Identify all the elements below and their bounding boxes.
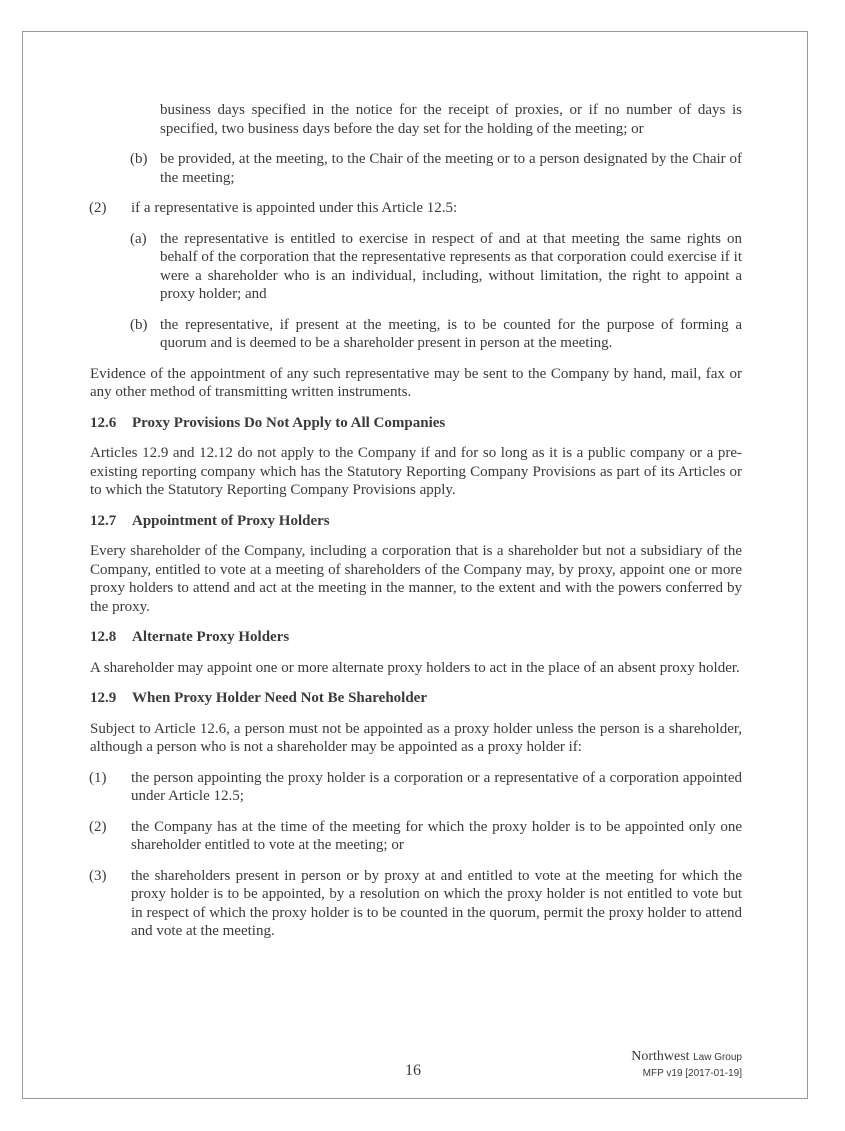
list-item-12-9-2 <box>89 818 742 855</box>
brand-main: Northwest <box>631 1049 690 1064</box>
section-heading-12-8 <box>90 628 742 647</box>
section-body-12-6: Articles 12.9 and 12.12 do not apply to the Company if and for so long as it is a public company or a pre-existing reporting company which has the Statutory Reporting Company Provisions as part of its Articles or to which the Statutory Reporting Company Provisions apply. <box>90 445 742 498</box>
section-heading-12-6 <box>90 414 742 433</box>
list-item-2 <box>89 199 742 218</box>
list-item-text: the shareholders present in person or by proxy at and entitled to vote at the meeting for which the proxy holder is to be appointed, by a resolution on which the proxy holder is not entitled to vote but in respect of which the proxy holder is to be counted in the quorum, permit the proxy holder to attend and vote at the meeting. <box>131 867 742 939</box>
intro-continuation: business days specified in the notice for the receipt of proxies, or if no number of days is specified, two business days before the day set for the holding of the meeting; or <box>160 102 742 137</box>
list-marker: (1) <box>89 769 107 786</box>
section-number: 12.9 <box>90 690 117 706</box>
brand-small: Law Group <box>693 1052 742 1063</box>
list-marker: (b) <box>130 151 148 167</box>
section-number: 12.8 <box>90 629 117 645</box>
brand-name <box>631 1048 742 1067</box>
section-heading-12-7 <box>90 512 742 531</box>
section-title: Alternate Proxy Holders <box>132 629 290 645</box>
list-item-text: the person appointing the proxy holder is a corporation or a representative of a corporation appointed under Article 12.5; <box>131 769 742 804</box>
section-heading-12-9 <box>90 689 742 708</box>
list-item-text: the representative is entitled to exercise in respect of and at that meeting the same rights on behalf of the corporation that the representative represents as that corporation could exercise if it were a shareholder who is an individual, including, without limitation, the right to appoint a proxy holder; and <box>160 230 742 302</box>
evidence-paragraph: Evidence of the appointment of any such representative may be sent to the Company by hand, mail, fax or any other method of transmitting written instruments. <box>90 365 742 400</box>
section-title: Appointment of Proxy Holders <box>132 512 330 529</box>
section-body-12-8: A shareholder may appoint one or more alternate proxy holders to act in the place of an absent proxy holder. <box>90 659 740 676</box>
list-marker: (a) <box>130 230 147 247</box>
list-marker: (b) <box>130 316 148 333</box>
list-item-12-9-1 <box>89 769 742 806</box>
list-item-text: the Company has at the time of the meeting for which the proxy holder is to be appointed only one shareholder entitled to vote at the meeting; or <box>131 818 742 853</box>
section-number: 12.7 <box>90 512 117 529</box>
list-item-text: the representative, if present at the meeting, is to be counted for the purpose of forming a quorum and is deemed to be a shareholder present in person at the meeting. <box>160 316 742 351</box>
list-item-text: be provided, at the meeting, to the Chair of the meeting or to a person designated by the Chair of the meeting; <box>160 151 742 186</box>
list-marker: (2) <box>89 818 107 835</box>
list-item-2a <box>90 230 742 304</box>
section-number: 12.6 <box>90 414 117 431</box>
list-marker: (2) <box>89 200 107 216</box>
list-item-12-9-3 <box>89 867 742 941</box>
page-number: 16 <box>405 1062 421 1079</box>
section-body-12-9: Subject to Article 12.6, a person must not be appointed as a proxy holder unless the person is a shareholder, although a person who is not a shareholder may be appointed as a proxy holder if: <box>90 720 742 755</box>
list-marker: (3) <box>89 867 107 884</box>
footer-brand <box>631 1048 742 1081</box>
section-title: Proxy Provisions Do Not Apply to All Companies <box>132 414 446 431</box>
section-body-12-7: Every shareholder of the Company, including a corporation that is a shareholder but not a subsidiary of the Company, entitled to vote at a meeting of shareholders of the Company may, by proxy, appoint one or more proxy holders to attend and act at the meeting in the manner, to the extent and with the powers conferred by the proxy. <box>90 543 742 615</box>
section-title: When Proxy Holder Need Not Be Shareholder <box>132 690 427 706</box>
list-item-2b <box>90 316 742 353</box>
document-body <box>90 101 742 953</box>
list-item-b-top <box>90 150 742 187</box>
list-item-text: if a representative is appointed under this Article 12.5: <box>131 200 458 216</box>
version-label: MFP v19 [2017-01-19] <box>642 1068 742 1079</box>
